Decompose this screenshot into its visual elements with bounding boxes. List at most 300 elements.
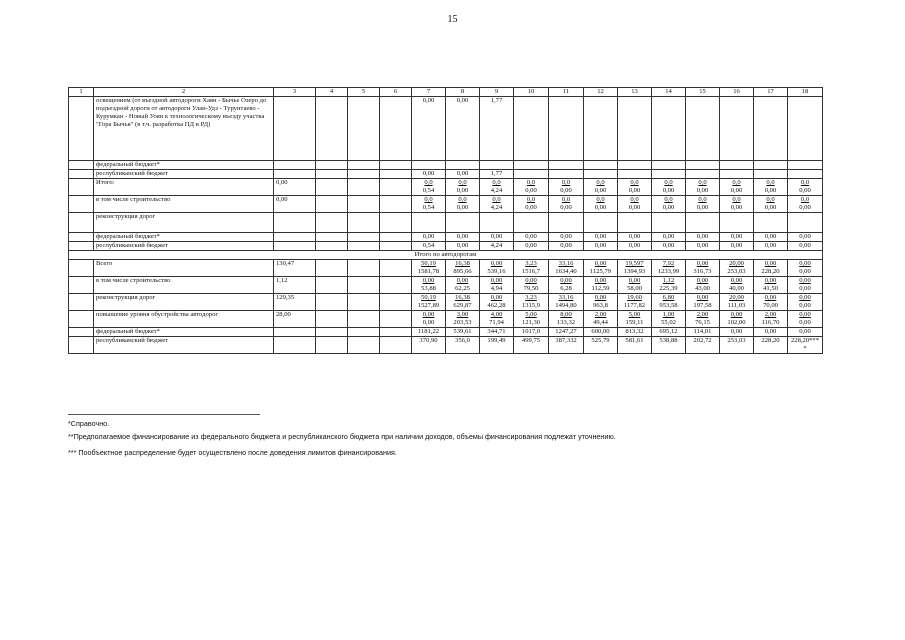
- row-name: Всего: [94, 260, 274, 277]
- value-bottom: 0,00: [696, 187, 709, 194]
- value-bottom: 0,00: [594, 204, 607, 211]
- row-index-cell: [69, 294, 94, 311]
- value-cell: [652, 328, 686, 337]
- value-cell: [618, 97, 652, 161]
- value-cell: [412, 294, 446, 311]
- value-top: 0,00: [799, 260, 811, 267]
- value-cell: [652, 179, 686, 196]
- value-cell: [549, 179, 584, 196]
- value-top: 0,00: [594, 277, 607, 284]
- value-cell: [686, 170, 720, 179]
- value-cell: [618, 260, 652, 277]
- value-cell: [720, 233, 754, 242]
- value-cell: [618, 242, 652, 251]
- value-bottom: 0,00: [628, 204, 641, 211]
- value-bottom: 1494,80: [555, 302, 577, 309]
- value-bottom: 70,00: [763, 302, 778, 309]
- table-row: [69, 213, 823, 233]
- value-cell: [618, 233, 652, 242]
- value-top: 0,00: [525, 242, 537, 249]
- value-top: 0,0: [630, 196, 639, 203]
- value-cell: [549, 97, 584, 161]
- table-row: [69, 161, 823, 170]
- value-cell: [652, 170, 686, 179]
- value-top: 16,38: [455, 294, 470, 301]
- value-top: 0,00: [799, 311, 811, 318]
- row-index-cell: [69, 97, 94, 161]
- total-cell: [274, 337, 316, 354]
- value-top: 813,32: [625, 328, 644, 335]
- value-cell: [788, 170, 823, 179]
- value-cell: [686, 311, 720, 328]
- value-cell: [686, 179, 720, 196]
- value-top: 0,00: [730, 328, 743, 335]
- value-cell: [514, 179, 549, 196]
- value-cell: [788, 97, 823, 161]
- value-top: 0,00: [799, 242, 811, 249]
- value-bottom: 197,58: [693, 302, 712, 309]
- value-cell: [754, 242, 788, 251]
- value-cell: [446, 97, 480, 161]
- value-top: 4,00: [490, 311, 503, 318]
- value-top: 0,00: [422, 170, 435, 177]
- value-top: 0,00: [628, 242, 641, 249]
- empty-cell: [348, 311, 380, 328]
- value-cell: [584, 328, 618, 337]
- value-cell: [549, 161, 584, 170]
- value-top: 19,597: [625, 260, 644, 267]
- value-cell: [618, 294, 652, 311]
- value-bottom: 1394,93: [623, 268, 646, 275]
- value-cell: [480, 337, 514, 354]
- value-top: 344,71: [487, 328, 506, 335]
- value-cell: [788, 213, 823, 233]
- value-cell: [412, 277, 446, 294]
- value-cell: [788, 311, 823, 328]
- value-top: 0,0: [526, 196, 536, 203]
- row-name: реконструкция дорог: [94, 294, 274, 311]
- value-cell: [652, 213, 686, 233]
- value-cell: [652, 277, 686, 294]
- table-row: [69, 337, 823, 354]
- value-top: 3,00: [456, 311, 469, 318]
- value-cell: [412, 97, 446, 161]
- value-cell: [754, 97, 788, 161]
- value-cell: [480, 242, 514, 251]
- value-bottom: 159,11: [625, 319, 644, 326]
- value-bottom: 0,00: [730, 187, 743, 194]
- empty-cell: [348, 97, 380, 161]
- value-cell: [754, 233, 788, 242]
- value-cell: [549, 196, 584, 213]
- value-top: 0,0: [698, 179, 707, 186]
- value-bottom: 953,58: [659, 302, 678, 309]
- value-bottom: 228,20: [761, 268, 780, 275]
- value-bottom: 1315,9: [521, 302, 541, 309]
- value-top: 7,92: [662, 260, 675, 267]
- value-bottom: 43,00: [695, 285, 710, 292]
- empty-cell: [380, 196, 412, 213]
- value-cell: [549, 294, 584, 311]
- empty-cell: [348, 294, 380, 311]
- empty-cell: [348, 260, 380, 277]
- value-cell: [480, 294, 514, 311]
- value-top: 0,00: [456, 170, 469, 177]
- value-bottom: 0,00: [696, 204, 709, 211]
- value-bottom: 0,00: [422, 319, 435, 326]
- value-top: 0,00: [799, 294, 811, 301]
- value-top: 6,80: [662, 294, 675, 301]
- value-top: 33,16: [558, 294, 574, 301]
- value-top: 228,20: [761, 337, 780, 344]
- value-cell: [584, 233, 618, 242]
- value-bottom: 133,32: [556, 319, 576, 326]
- value-top: 0,00: [764, 242, 777, 249]
- value-cell: [584, 242, 618, 251]
- empty-cell: [380, 277, 412, 294]
- value-cell: [584, 337, 618, 354]
- value-top: 20,00: [729, 260, 744, 267]
- value-top: 1,12: [662, 277, 675, 284]
- value-bottom: 121,30: [521, 319, 541, 326]
- value-bottom: 0,54: [422, 204, 435, 211]
- value-cell: [720, 242, 754, 251]
- total-cell: 28,00: [274, 311, 316, 328]
- value-cell: [754, 179, 788, 196]
- value-cell: [549, 242, 584, 251]
- value-cell: [480, 196, 514, 213]
- value-bottom: 1233,99: [657, 268, 680, 275]
- value-bottom: 111,03: [727, 302, 746, 309]
- column-header: 4: [316, 88, 348, 97]
- value-cell: [446, 311, 480, 328]
- value-top: 0,00: [525, 277, 537, 284]
- value-top: 0,00: [730, 277, 743, 284]
- value-top: 539,61: [453, 328, 472, 335]
- value-cell: [446, 179, 480, 196]
- value-cell: [584, 170, 618, 179]
- value-cell: [788, 337, 823, 354]
- value-top: 0,00: [490, 294, 503, 301]
- value-top: 0,0: [698, 196, 707, 203]
- total-cell: [274, 170, 316, 179]
- value-bottom: 225,39: [659, 285, 678, 292]
- empty-cell: [348, 242, 380, 251]
- section-title: Итого по автодорогам: [69, 251, 823, 260]
- value-cell: [549, 170, 584, 179]
- value-cell: [788, 233, 823, 242]
- value-top: 19,60: [627, 294, 642, 301]
- empty-cell: [316, 260, 348, 277]
- value-top: 0,0: [766, 179, 775, 186]
- value-bottom: 58,00: [627, 285, 642, 292]
- value-cell: [686, 260, 720, 277]
- value-bottom: 4,94: [490, 285, 503, 292]
- value-cell: [446, 242, 480, 251]
- value-cell: [652, 161, 686, 170]
- value-cell: [652, 196, 686, 213]
- value-cell: [549, 233, 584, 242]
- column-header: 8: [446, 88, 480, 97]
- value-bottom: 253,03: [727, 268, 746, 275]
- value-top: 0,0: [664, 196, 673, 203]
- value-cell: [788, 161, 823, 170]
- value-cell: [584, 294, 618, 311]
- total-cell: [274, 161, 316, 170]
- value-cell: [720, 196, 754, 213]
- value-top: 0,0: [800, 196, 810, 203]
- value-cell: [446, 170, 480, 179]
- value-cell: [584, 213, 618, 233]
- row-name: повышение уровня обустройства автодорог: [94, 311, 274, 328]
- value-cell: [549, 213, 584, 233]
- value-cell: [412, 311, 446, 328]
- value-bottom: 4,24: [490, 187, 503, 194]
- value-top: 3,23: [525, 260, 537, 267]
- value-cell: [412, 161, 446, 170]
- value-top: 0,00: [560, 242, 572, 249]
- empty-cell: [380, 328, 412, 337]
- value-bottom: 0,00: [456, 187, 469, 194]
- value-top: 695,12: [659, 328, 678, 335]
- value-cell: [412, 213, 446, 233]
- value-top: 0,0: [596, 196, 605, 203]
- footnote-financing: **Предполагаемое финансирование из федерального бюджета и республиканского бюджета при наличии доходов, объемы финансирования подлежат уточнению.: [68, 432, 616, 441]
- value-top: 0,0: [561, 196, 571, 203]
- value-cell: [446, 233, 480, 242]
- value-top: 0,00: [764, 294, 777, 301]
- value-top: 50,19: [421, 294, 436, 301]
- value-cell: [514, 242, 549, 251]
- total-cell: 129,35: [274, 294, 316, 311]
- value-top: 0,00: [560, 233, 572, 240]
- value-cell: [618, 311, 652, 328]
- value-cell: [412, 328, 446, 337]
- value-cell: [686, 233, 720, 242]
- row-name: в том числе строительство: [94, 277, 274, 294]
- empty-cell: [316, 277, 348, 294]
- value-cell: [412, 170, 446, 179]
- value-cell: [686, 242, 720, 251]
- row-name: реконструкция дорог: [94, 213, 274, 233]
- value-cell: [788, 294, 823, 311]
- empty-cell: [348, 277, 380, 294]
- value-top: 1,77: [490, 170, 503, 177]
- table-row: [69, 294, 823, 311]
- value-top: 0,00: [662, 242, 675, 249]
- value-cell: [549, 337, 584, 354]
- value-cell: [788, 277, 823, 294]
- value-cell: [584, 311, 618, 328]
- value-cell: [720, 213, 754, 233]
- value-top: 0,00: [799, 233, 811, 240]
- empty-cell: [316, 337, 348, 354]
- value-top: 0,00: [490, 233, 503, 240]
- value-top: 0,00: [422, 277, 435, 284]
- value-cell: [652, 97, 686, 161]
- empty-cell: [316, 242, 348, 251]
- value-top: 525,79: [591, 337, 610, 344]
- value-top: 50,19: [421, 260, 436, 267]
- value-top: 0,00: [696, 233, 709, 240]
- total-cell: 130,47: [274, 260, 316, 277]
- value-cell: [686, 294, 720, 311]
- empty-cell: [316, 294, 348, 311]
- value-cell: [754, 260, 788, 277]
- table-row: [69, 170, 823, 179]
- value-top: 0,00: [490, 277, 503, 284]
- value-top: 0,0: [492, 196, 501, 203]
- empty-cell: [348, 179, 380, 196]
- value-cell: [788, 196, 823, 213]
- value-cell: [446, 213, 480, 233]
- value-top: 1,77: [490, 97, 503, 104]
- value-top: 1181,22: [417, 328, 440, 335]
- value-bottom: 0,00: [799, 302, 811, 309]
- row-name: федеральный бюджет*: [94, 161, 274, 170]
- value-cell: [618, 213, 652, 233]
- value-bottom: 79,50: [523, 285, 539, 292]
- value-cell: [412, 337, 446, 354]
- value-top: 0,0: [596, 179, 605, 186]
- value-top: 0,00: [764, 277, 777, 284]
- row-index-cell: [69, 213, 94, 233]
- value-cell: [652, 242, 686, 251]
- value-cell: [754, 196, 788, 213]
- value-top: 3,23: [525, 294, 537, 301]
- value-top: 202,72: [693, 337, 712, 344]
- value-bottom: 4,24: [490, 204, 503, 211]
- value-cell: [584, 196, 618, 213]
- value-cell: [618, 161, 652, 170]
- value-cell: [549, 260, 584, 277]
- value-top: 1,00: [662, 311, 675, 318]
- row-name: федеральный бюджет*: [94, 328, 274, 337]
- total-cell: [274, 213, 316, 233]
- empty-cell: [380, 311, 412, 328]
- value-cell: [720, 294, 754, 311]
- table-row: [69, 328, 823, 337]
- value-top: 499,75: [521, 337, 541, 344]
- column-header: 2: [94, 88, 274, 97]
- value-cell: [412, 196, 446, 213]
- value-top: 8,00: [560, 311, 572, 318]
- row-name: республиканский бюджет: [94, 337, 274, 354]
- value-top: 2,00: [594, 311, 607, 318]
- value-cell: [446, 161, 480, 170]
- value-cell: [514, 170, 549, 179]
- value-top: 0,00: [696, 260, 709, 267]
- value-bottom: 0,00: [594, 187, 607, 194]
- value-cell: [584, 161, 618, 170]
- value-top: 2,00: [696, 311, 709, 318]
- empty-cell: [348, 161, 380, 170]
- value-top: 0,0: [732, 196, 741, 203]
- value-cell: [686, 277, 720, 294]
- empty-cell: [380, 233, 412, 242]
- value-cell: [480, 260, 514, 277]
- value-top: 0,00: [594, 242, 607, 249]
- value-cell: [754, 311, 788, 328]
- value-top: 0,00: [422, 233, 435, 240]
- value-bottom: 0,00: [456, 204, 469, 211]
- value-bottom: 0,00: [764, 187, 777, 194]
- column-header: 7: [412, 88, 446, 97]
- row-name: в том числе строительство: [94, 196, 274, 213]
- value-cell: [412, 260, 446, 277]
- empty-cell: [316, 196, 348, 213]
- value-cell: [412, 179, 446, 196]
- value-bottom: 6,28: [560, 285, 572, 292]
- value-cell: [514, 233, 549, 242]
- value-bottom: 0,00: [799, 268, 811, 275]
- value-cell: [652, 337, 686, 354]
- value-bottom: 316,73: [693, 268, 712, 275]
- value-cell: [480, 328, 514, 337]
- value-cell: [788, 328, 823, 337]
- column-header: 5: [348, 88, 380, 97]
- value-cell: [514, 196, 549, 213]
- value-cell: [618, 337, 652, 354]
- value-bottom: 0,00: [628, 187, 641, 194]
- value-bottom: 0,00: [525, 204, 537, 211]
- empty-cell: [348, 170, 380, 179]
- value-cell: [686, 97, 720, 161]
- value-cell: [514, 328, 549, 337]
- value-cell: [720, 337, 754, 354]
- value-bottom: 0,54: [422, 187, 435, 194]
- empty-cell: [348, 328, 380, 337]
- value-bottom: 1125,79: [589, 268, 612, 275]
- row-index-cell: [69, 170, 94, 179]
- value-cell: [686, 213, 720, 233]
- value-top: 0,00: [628, 277, 641, 284]
- value-cell: [720, 311, 754, 328]
- value-cell: [480, 233, 514, 242]
- empty-cell: [380, 161, 412, 170]
- value-top: 0,00: [456, 233, 469, 240]
- total-cell: 1,12: [274, 277, 316, 294]
- value-bottom: 102,00: [727, 319, 746, 326]
- page-number: 15: [447, 14, 458, 25]
- column-header: 13: [618, 88, 652, 97]
- value-cell: [652, 294, 686, 311]
- value-cell: [446, 328, 480, 337]
- row-index-cell: [69, 328, 94, 337]
- empty-cell: [348, 196, 380, 213]
- value-cell: [446, 294, 480, 311]
- row-index-cell: [69, 311, 94, 328]
- value-top: 5,00: [525, 311, 537, 318]
- value-top: 0,0: [766, 196, 775, 203]
- value-bottom: 71,94: [489, 319, 504, 326]
- value-bottom: 41,50: [763, 285, 778, 292]
- value-cell: [480, 97, 514, 161]
- value-top: 4,24: [490, 242, 503, 249]
- value-top: 0,00: [456, 97, 469, 104]
- value-cell: [652, 311, 686, 328]
- row-index-cell: [69, 242, 94, 251]
- value-top: 2,00: [764, 311, 777, 318]
- value-cell: [720, 170, 754, 179]
- value-top: 0,0: [561, 179, 571, 186]
- value-bottom: 0,00: [799, 319, 811, 326]
- value-top: 0,0: [664, 179, 673, 186]
- value-cell: [480, 179, 514, 196]
- value-bottom: 116,70: [761, 319, 780, 326]
- value-top: 0,00: [490, 260, 503, 267]
- column-header: 14: [652, 88, 686, 97]
